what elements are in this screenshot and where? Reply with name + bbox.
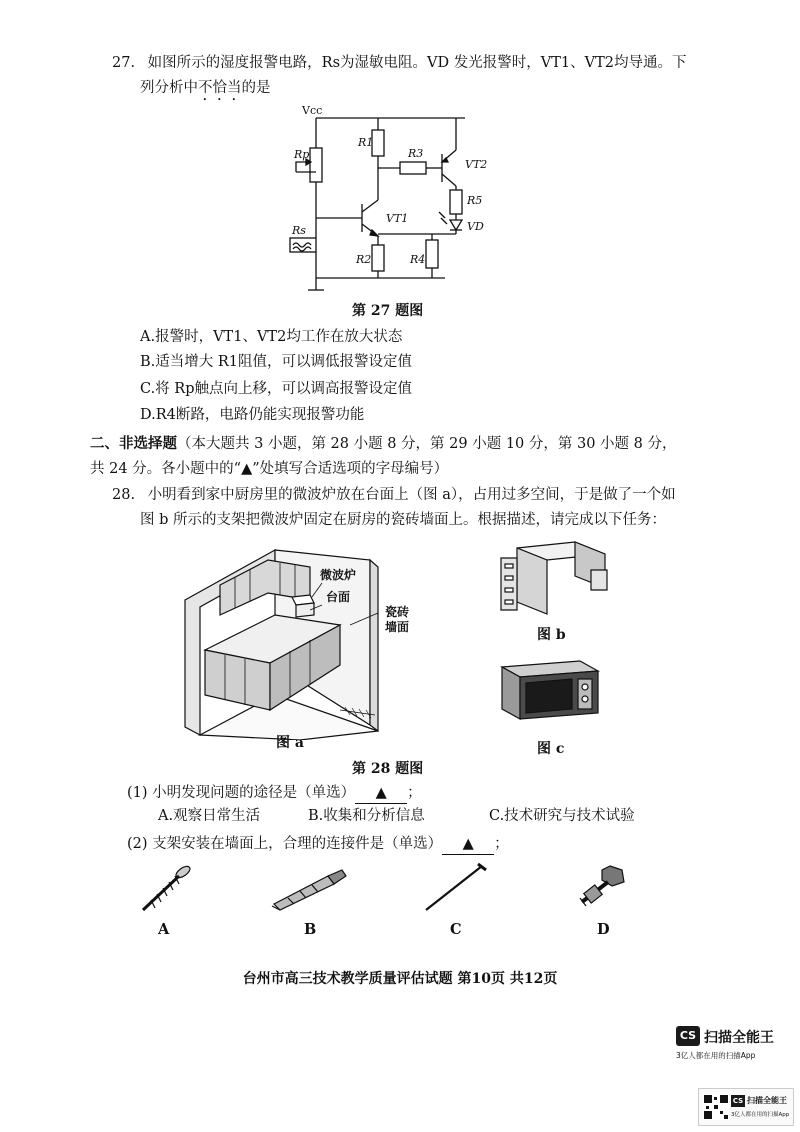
q28-sub1-blank[interactable]: ▲ — [355, 783, 407, 804]
q28-sub1-label: (1) 小明发现问题的途径是（单选） — [127, 785, 356, 801]
section2-desc1: （本大题共 3 小题，第 28 小题 8 分，第 29 小题 10 分，第 30 小题 8 分， — [177, 436, 677, 452]
q27-stem-emph: 不恰当 — [198, 80, 242, 96]
label-vd: VD — [467, 220, 484, 233]
q28-sub2 — [127, 834, 509, 855]
fig-a-label-microwave: 微波炉 — [320, 568, 357, 582]
q28-sub1 — [127, 783, 422, 804]
q28-figure-caption: 第 28 题图 — [352, 761, 424, 777]
q27-stem-text1: 如图所示的湿度报警电路，Rs为湿敏电阻。VD 发光报警时，VT1、VT2均导通。下 — [147, 55, 687, 71]
fig-b-caption: 图 b — [537, 627, 566, 643]
camscanner-name: 扫描全能王 — [704, 1030, 774, 1046]
label-rp: Rp — [294, 148, 310, 161]
q28-sub1-end: ； — [407, 785, 422, 801]
q28-sub1-option-b: B.收集和分析信息 — [308, 808, 425, 824]
screw-icon — [135, 862, 195, 914]
q28-sub1-option-a: A.观察日常生活 — [158, 808, 261, 824]
page-footer: 台州市高三技术教学质量评估试题 第10页 共12页 — [242, 971, 558, 987]
q27-circuit-diagram — [270, 100, 510, 295]
q28-stem-line2: 图 b 所示的支架把微波炉固定在厨房的瓷砖墙面上。根据描述，请完成以下任务： — [140, 512, 666, 528]
q27-option-b: B.适当增大 R1阻值，可以调低报警设定值 — [140, 354, 413, 370]
label-vt2: VT2 — [465, 158, 488, 171]
q28-sub2-label: (2) 支架安装在墙面上，合理的连接件是（单选） — [127, 836, 443, 852]
q27-stem-line2 — [140, 78, 271, 104]
fig-a-caption: 图 a — [276, 735, 304, 751]
qr-watermark — [698, 1088, 794, 1126]
q28-stem-text1: 小明看到家中厨房里的微波炉放在台面上（图 a），占用过多空间，于是做了一个如 — [147, 487, 676, 503]
qr-brand-tagline: 3亿人都在用的扫描App — [731, 1112, 790, 1118]
q27-figure-caption: 第 27 题图 — [352, 303, 424, 319]
connector-choice-b: B — [304, 921, 317, 938]
bolt-nut-icon — [570, 862, 630, 912]
label-r1: R1 — [358, 136, 374, 149]
q27-number: 27. — [112, 55, 136, 71]
q28-sub2-blank[interactable]: ▲ — [442, 834, 494, 855]
section2-heading: 二、非选择题 — [90, 435, 177, 452]
label-vt1: VT1 — [386, 212, 409, 225]
label-r5: R5 — [467, 194, 483, 207]
label-r2: R2 — [356, 253, 372, 266]
label-r4: R4 — [410, 253, 426, 266]
fig-a-label-tile-2: 墙面 — [385, 620, 410, 634]
q28-stem-line1 — [112, 485, 676, 505]
qr-cs-logo: CS — [732, 1097, 744, 1105]
camscanner-logo: CS — [676, 1026, 700, 1046]
expansion-bolt-icon — [268, 868, 350, 912]
connector-choice-a: A — [158, 921, 170, 938]
q28-figure-b-bracket — [495, 540, 610, 622]
qr-brand-name: 扫描全能王 — [747, 1096, 787, 1105]
q27-stem-line1 — [112, 53, 686, 73]
q28-number: 28. — [112, 487, 136, 503]
qr-code-icon — [703, 1094, 729, 1120]
section2-desc2: 共 24 分。各小题中的“▲”处填写合适选项的字母编号） — [90, 461, 449, 477]
label-rs: Rs — [292, 224, 306, 237]
fig-a-label-tile-1: 瓷砖 — [385, 605, 410, 619]
fig-a-label-counter: 台面 — [326, 590, 351, 604]
q27-stem-pre: 列分析中 — [140, 80, 198, 96]
q28-figure-c-microwave — [498, 657, 603, 721]
fig-c-caption: 图 c — [537, 741, 565, 757]
q27-stem-post: 的是 — [241, 80, 271, 96]
q28-sub2-end: ； — [494, 836, 509, 852]
connector-choice-d: D — [597, 921, 610, 938]
connector-choice-c: C — [450, 921, 462, 938]
q27-option-d: D.R4断路，电路仍能实现报警功能 — [140, 407, 365, 423]
q27-option-c: C.将 Rp触点向上移，可以调高报警设定值 — [140, 381, 412, 397]
q28-figure-a-kitchen — [180, 545, 390, 740]
nail-icon — [420, 862, 488, 914]
label-r3: R3 — [408, 147, 424, 160]
q28-sub1-option-c: C.技术研究与技术试验 — [489, 808, 635, 824]
label-vcc: Vcc — [302, 104, 323, 117]
camscanner-tagline: 3亿人都在用的扫描App — [676, 1051, 756, 1060]
section2-line1 — [90, 434, 677, 454]
q27-option-a: A.报警时，VT1、VT2均工作在放大状态 — [140, 329, 403, 345]
